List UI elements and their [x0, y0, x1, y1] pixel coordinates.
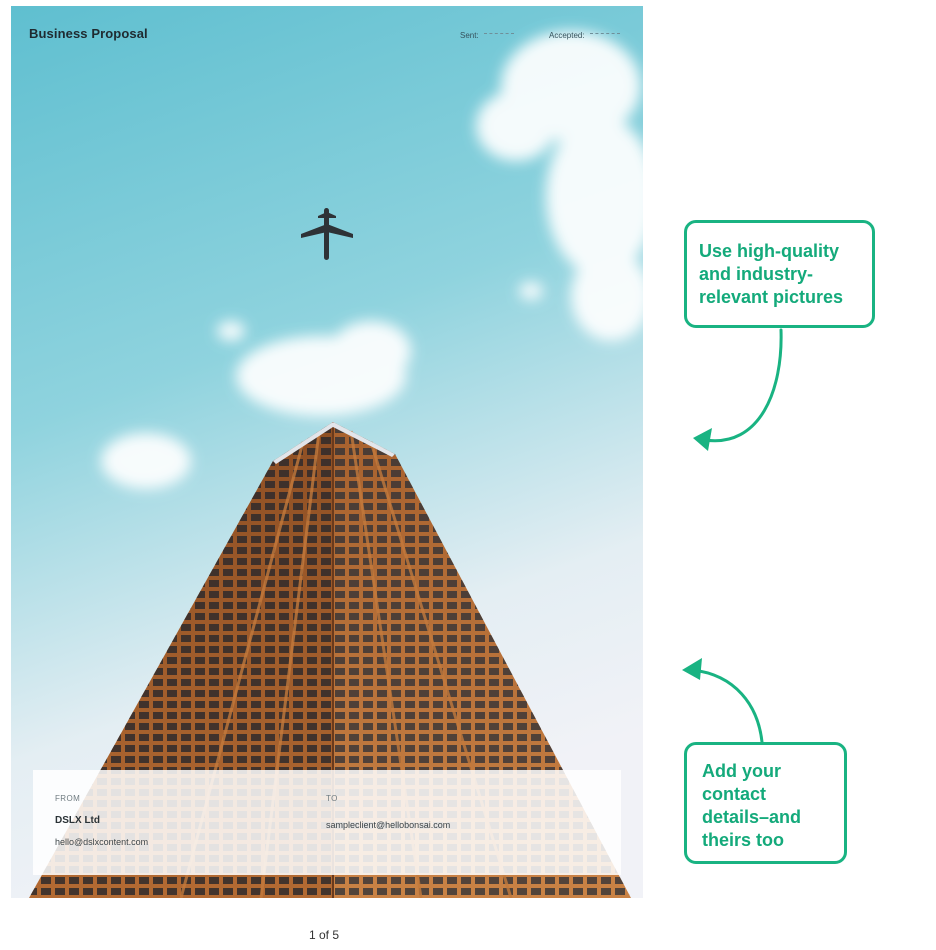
to-email[interactable]: sampleclient@hellobonsai.com [326, 820, 451, 830]
callout-line: theirs too [702, 830, 785, 850]
callout-line: contact [702, 784, 767, 804]
callout-pictures-tip [684, 220, 875, 328]
from-email[interactable]: hello@dslxcontent.com [55, 837, 149, 847]
callout-line: Add your [702, 761, 781, 781]
to-label: TO [326, 794, 338, 803]
accepted-status [549, 31, 620, 40]
callout-line: Use high-quality [699, 241, 840, 261]
sent-placeholder [484, 33, 514, 34]
from-company: DSLX Ltd [55, 815, 100, 826]
sent-status [460, 31, 514, 40]
sent-label: Sent: [460, 31, 479, 40]
accepted-placeholder [590, 33, 620, 34]
cover-image [11, 6, 643, 898]
callout-contacts-tip [684, 742, 847, 864]
from-label: FROM [55, 794, 81, 803]
callout-line: details–and [702, 807, 802, 827]
page-counter: 1 of 5 [309, 928, 340, 942]
arrow-to-image-icon [705, 330, 781, 441]
contact-details-card [33, 770, 621, 875]
proposal-cover-page [11, 6, 643, 898]
callout-line: and industry- [699, 264, 814, 284]
accepted-label: Accepted: [549, 31, 585, 40]
arrow-to-contacts-icon [693, 670, 762, 742]
callout-line: relevant pictures [699, 287, 844, 307]
document-title: Business Proposal [29, 26, 148, 41]
